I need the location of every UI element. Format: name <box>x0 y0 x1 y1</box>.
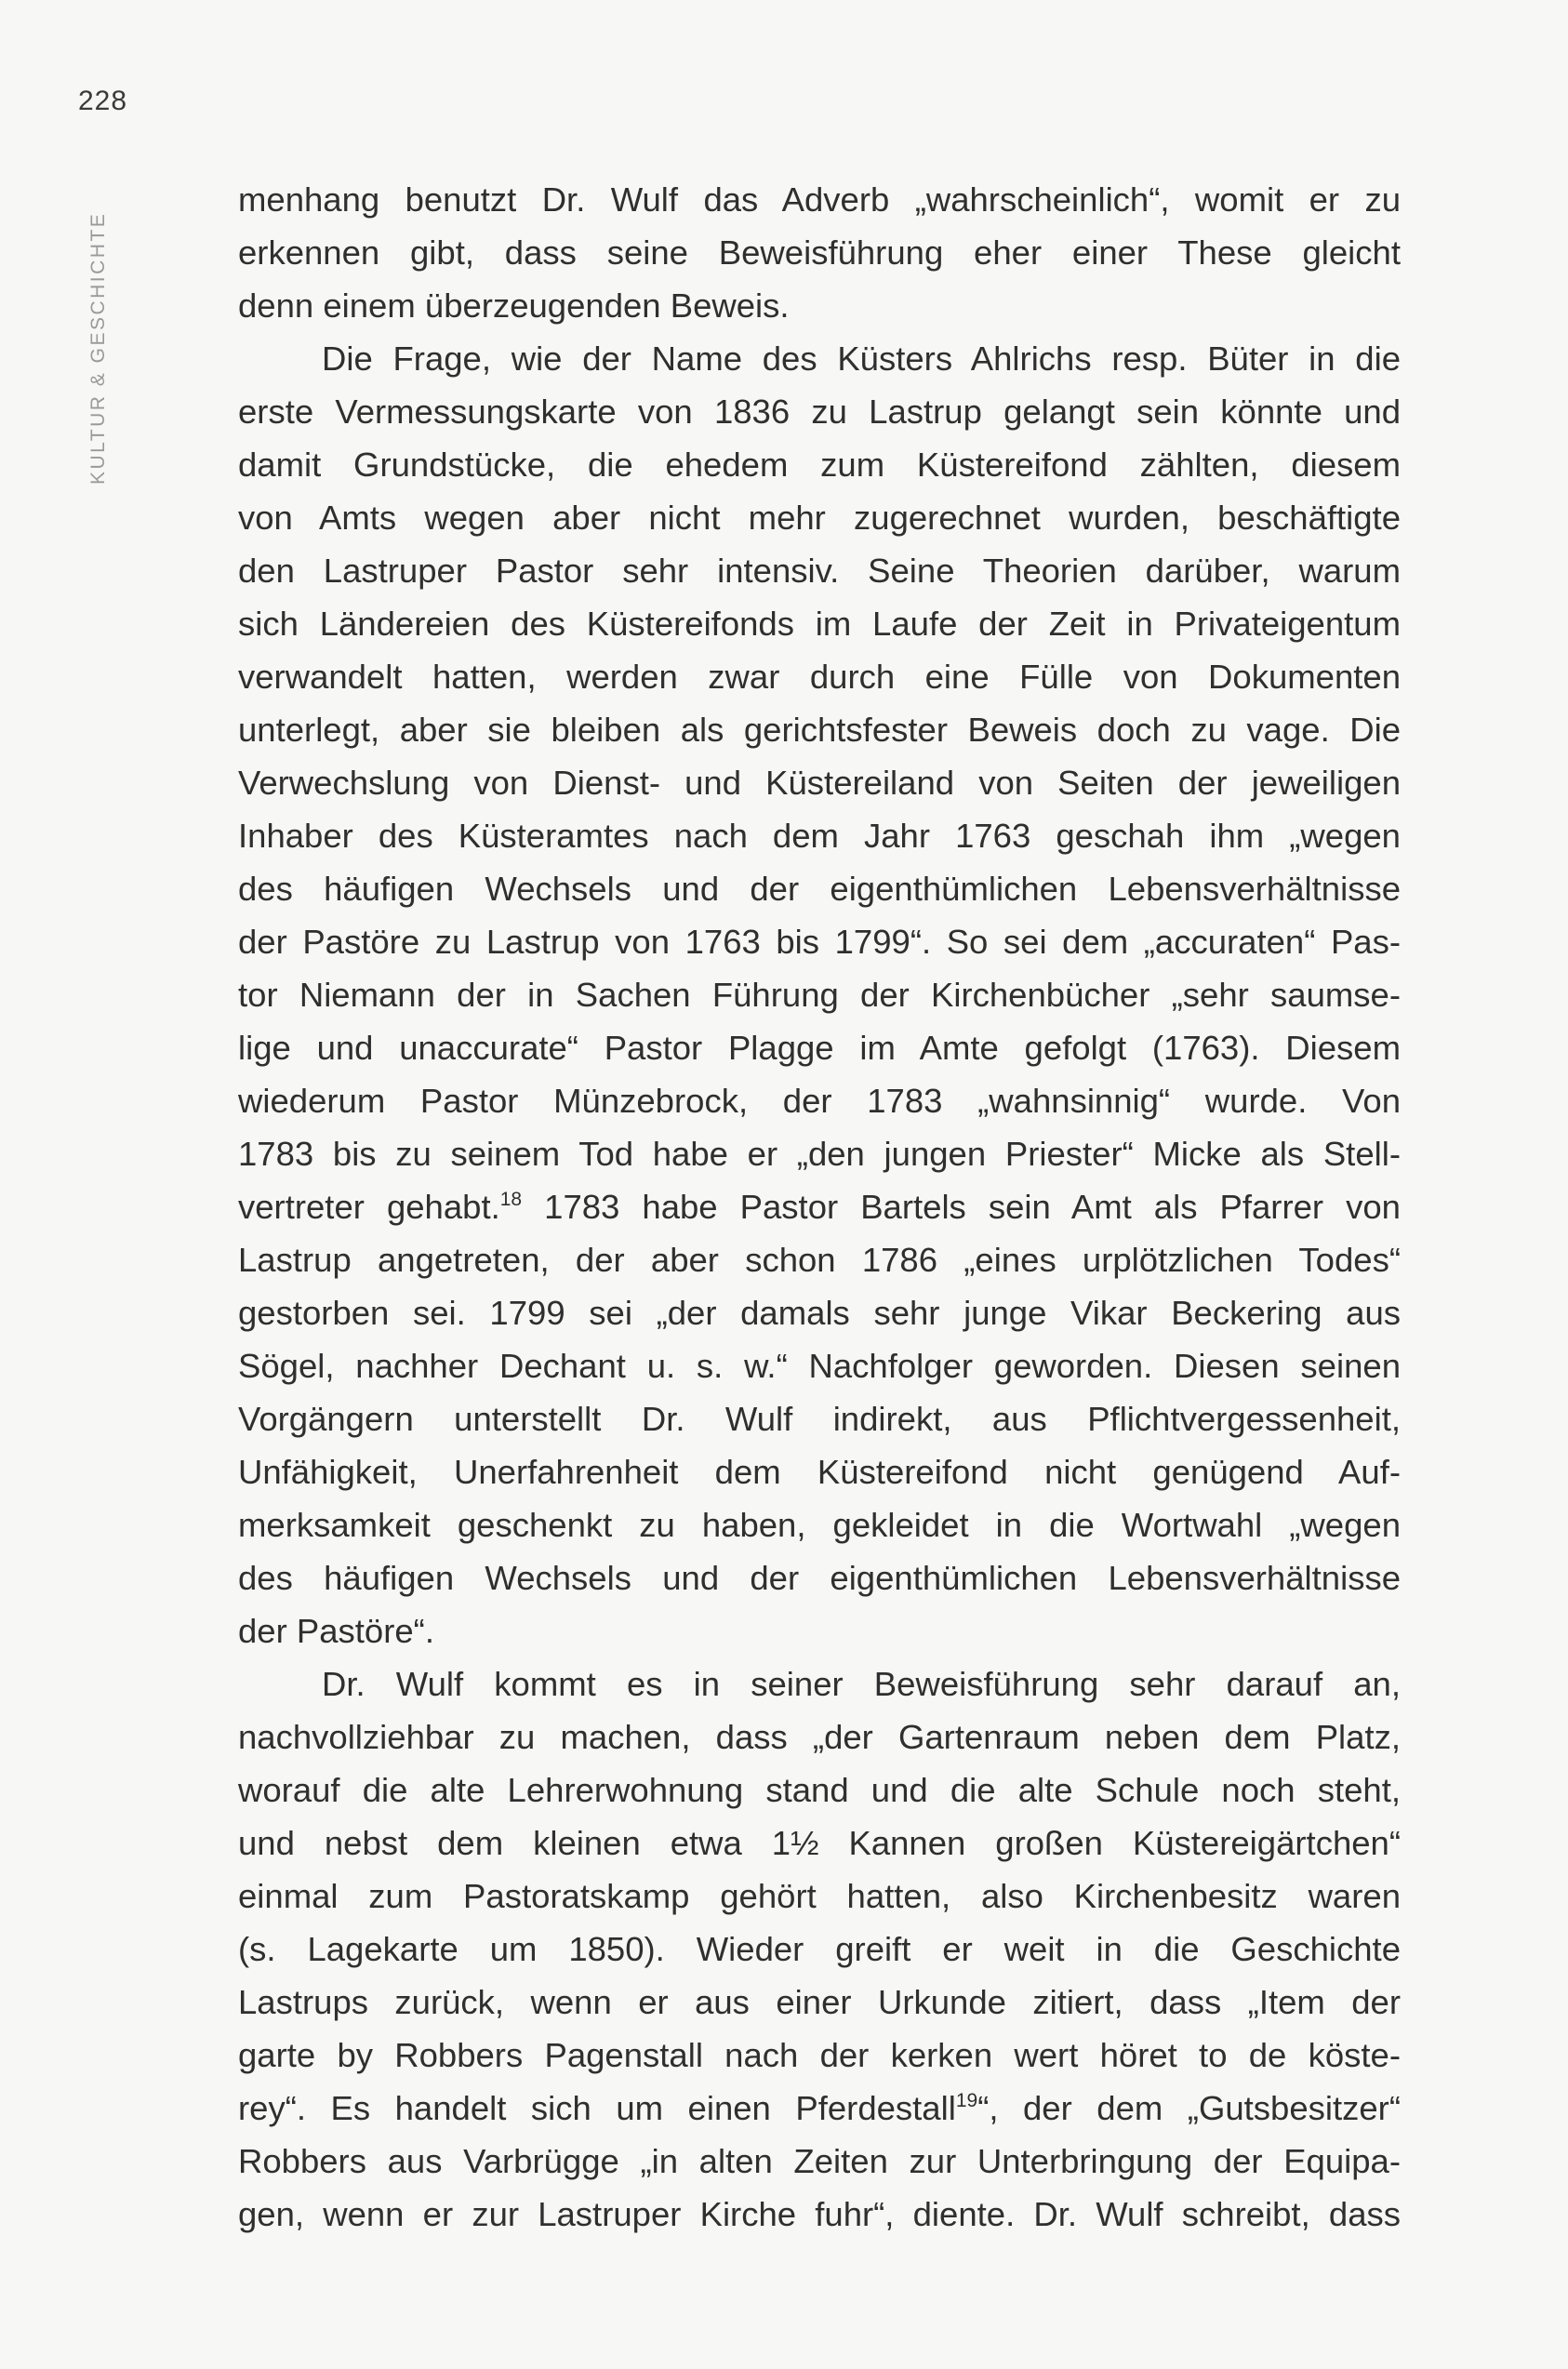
text-line: Verwechslung von Dienst- und Küstereiland von Seiten der jeweiligen <box>238 764 1401 802</box>
footnote-ref-18: 18 <box>499 1189 523 1210</box>
text-line: Lastrup angetreten, der aber schon 1786 „eines urplötzlichen Todes“ <box>238 1241 1401 1279</box>
text-line: merksamkeit geschenkt zu haben, gekleidet in die Wortwahl „wegen <box>238 1506 1401 1544</box>
text-line: menhang benutzt Dr. Wulf das Adverb „wahrscheinlich“, womit er zu <box>238 180 1401 219</box>
text-line: des häufigen Wechsels und der eigenthümlichen Lebensverhältnisse <box>238 870 1401 908</box>
text-line: worauf die alte Lehrerwohnung stand und die alte Schule noch steht, <box>238 1771 1401 1809</box>
text-line: gestorben sei. 1799 sei „der damals sehr junge Vikar Beckering aus <box>238 1294 1401 1332</box>
text-line: Vorgängern unterstellt Dr. Wulf indirekt, aus Pflichtvergessenheit, <box>238 1400 1401 1438</box>
text-line: garte by Robbers Pagenstall nach der kerken wert höret to de köste- <box>238 2036 1401 2074</box>
footnote-ref-19: 19 <box>955 2090 978 2111</box>
text-line: wiederum Pastor Münzebrock, der 1783 „wahnsinnig“ wurde. Von <box>238 1082 1401 1120</box>
text-line: Sögel, nachher Dechant u. s. w.“ Nachfolger geworden. Diesen seinen <box>238 1347 1401 1385</box>
text-line: einmal zum Pastoratskamp gehört hatten, also Kirchenbesitz waren <box>238 1877 1401 1915</box>
text-segment: vertreter gehabt. <box>238 1188 500 1226</box>
text-line: sich Ländereien des Küstereifonds im Laufe der Zeit in Privateigentum <box>238 605 1401 643</box>
text-line-with-footnote <box>238 2082 1401 2135</box>
text-segment: rey“. Es handelt sich um einen Pferdestall <box>238 2089 956 2127</box>
text-line: erste Vermessungskarte von 1836 zu Lastrup gelangt sein könnte und <box>238 393 1401 431</box>
text-line-with-footnote <box>238 1180 1401 1233</box>
text-line: denn einem überzeugenden Beweis. <box>238 286 790 325</box>
text-line: und nebst dem kleinen etwa 1½ Kannen großen Küstereigärtchen“ <box>238 1824 1401 1862</box>
text-line: Lastrups zurück, wenn er aus einer Urkunde zitiert, dass „Item der <box>238 1983 1401 2021</box>
page-number: 228 <box>78 86 128 116</box>
text-line: verwandelt hatten, werden zwar durch eine Fülle von Dokumenten <box>238 658 1401 696</box>
text-line: tor Niemann der in Sachen Führung der Kirchenbücher „sehr saumse- <box>238 976 1401 1014</box>
text-line: gen, wenn er zur Lastruper Kirche fuhr“, diente. Dr. Wulf schreibt, dass <box>238 2195 1401 2233</box>
text-line: nachvollziehbar zu machen, dass „der Gartenraum neben dem Platz, <box>238 1718 1401 1756</box>
text-line: (s. Lagekarte um 1850). Wieder greift er weit in die Geschichte <box>238 1930 1401 1968</box>
text-line: Inhaber des Küsteramtes nach dem Jahr 1763 geschah ihm „wegen <box>238 817 1401 855</box>
text-line: Robbers aus Varbrügge „in alten Zeiten zur Unterbringung der Equipa- <box>238 2142 1401 2180</box>
text-line: Die Frage, wie der Name des Küsters Ahlrichs resp. Büter in die <box>322 339 1401 378</box>
text-line: unterlegt, aber sie bleiben als gerichtsfester Beweis doch zu vage. Die <box>238 711 1401 749</box>
text-segment: “, der dem „Gutsbesitzer“ <box>977 2089 1401 2127</box>
text-line: Unfähigkeit, Unerfahrenheit dem Küstereifond nicht genügend Auf- <box>238 1453 1401 1491</box>
text-line: den Lastruper Pastor sehr intensiv. Seine Theorien darüber, warum <box>238 552 1401 590</box>
text-line: erkennen gibt, dass seine Beweisführung eher einer These gleicht <box>238 233 1401 272</box>
running-head: KULTUR & GESCHICHTE <box>87 211 109 485</box>
text-line: des häufigen Wechsels und der eigenthümlichen Lebensverhältnisse <box>238 1559 1401 1597</box>
text-line: Dr. Wulf kommt es in seiner Beweisführung sehr darauf an, <box>322 1665 1401 1703</box>
text-segment: 1783 habe Pastor Bartels sein Amt als Pfarrer von <box>544 1188 1401 1226</box>
body-text <box>238 173 1401 2241</box>
text-line: lige und unaccurate“ Pastor Plagge im Amte gefolgt (1763). Diesem <box>238 1029 1401 1067</box>
text-line: von Amts wegen aber nicht mehr zugerechnet wurden, beschäftigte <box>238 499 1401 537</box>
text-line: damit Grundstücke, die ehedem zum Küstereifond zählten, diesem <box>238 446 1401 484</box>
text-line: 1783 bis zu seinem Tod habe er „den jungen Priester“ Micke als Stell- <box>238 1135 1401 1173</box>
text-line: der Pastöre zu Lastrup von 1763 bis 1799“. So sei dem „accuraten“ Pas- <box>238 923 1401 961</box>
text-line: der Pastöre“. <box>238 1612 434 1650</box>
